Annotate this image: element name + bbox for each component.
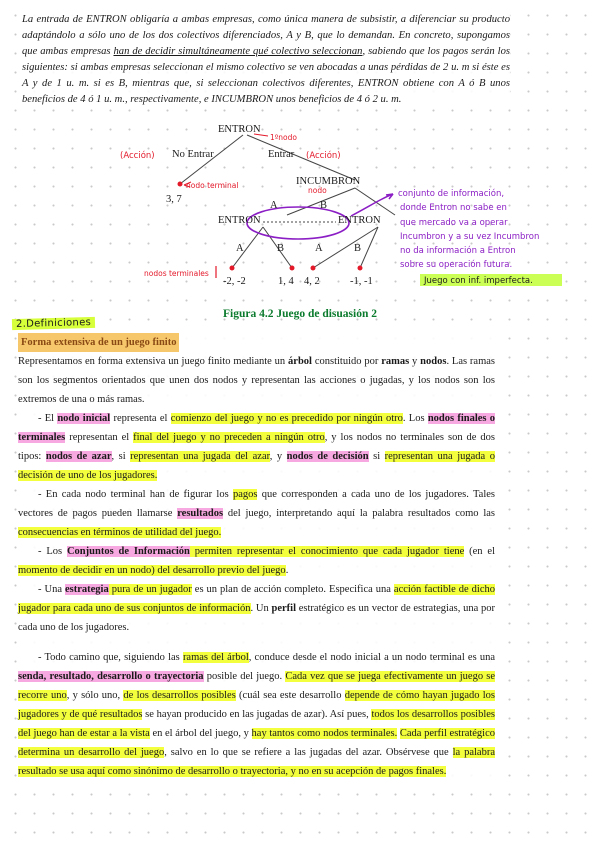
handwritten-info-line-3: que mercado va a operar xyxy=(400,218,508,228)
paragraph-nodes: - El nodo inicial representa el comienzo del juego y no es precedido por ningún otro. Los nodos finales o terminales representan el final del juego y no preceden a ningún otro, y los nodos no terminales son de dos tipos: nodos de azar, si representan una jugada del azar, y nodos de decisión si representan una jugada o decisión de uno de los jugadores. xyxy=(18,413,496,481)
section-heading: Forma extensiva de un juego finito xyxy=(18,333,179,352)
paragraph-strategy: - Una estrategia pura de un jugador es un plan de acción completo. Especifica una acción factible de dicho jugador para cada uno de sus conjuntos de información. Un perfil estratégico es un vector de estrategias, una por cada uno de los jugadores. xyxy=(18,584,495,633)
payoff-ab: 1, 4 xyxy=(278,276,294,287)
branch-a-left-label: A xyxy=(236,243,244,254)
intro-text-end: , sabiendo que los pagos serán los siguientes: si ambas empresas seleccionan el mismo colectivo se ven abocadas a unas pérdidas de 2 u. m si éste es A y de 1 u. m. si es B, mientras que, si seleccionan colectivos diferentes, ENTRON obtiene con A ó B unos beneficios de 4 ó 1 u. m., respectivamente, e INCUMBRON unos beneficios de 4 ó 2 u. m. xyxy=(22,46,510,106)
payoff-aa: -2, -2 xyxy=(223,276,246,287)
information-set-ellipse xyxy=(247,207,349,239)
node-entron-left-label: ENTRON xyxy=(218,215,261,226)
node-root-label: ENTRON xyxy=(218,124,261,135)
handwritten-primer-nodo: 1ºnodo xyxy=(270,133,297,142)
intro-text: La entrada de ENTRON obligaría a ambas empresas, como única manera de subsistir, a diferenciar su producto adaptándolo a sólo uno de los dos colectivos diferenciados, A y B, que lo demandan. En concreto, supongamos que ambas empresas xyxy=(22,14,510,58)
branch-a-right-label: A xyxy=(315,243,323,254)
node-incumbron-label: INCUMBRON xyxy=(296,176,361,187)
paragraph-extensive-form: Representamos en forma extensiva un juego finito mediante un árbol constituido por ramas y nodos. Las ramas son los segmentos orientados que unen dos nodos y representan las acciones o jugadas, y los nodos son los extremos de una o más ramas. xyxy=(18,356,496,405)
handwritten-nodo: nodo xyxy=(308,186,327,195)
section-label: 2.Definiciones xyxy=(12,317,95,330)
payoff-bb: -1, -1 xyxy=(350,276,373,287)
branch-b-right-label: B xyxy=(354,243,362,254)
handwritten-accion-right: (Acción) xyxy=(306,151,341,161)
handwritten-imperfect-info: Juego con inf. imperfecta. xyxy=(424,276,533,286)
branch-b-label: B xyxy=(320,200,328,211)
handwritten-info-line-6: sobre su operación futura. xyxy=(400,260,513,270)
paragraph-payoffs: - En cada nodo terminal han de figurar los pagos que corresponden a cada uno de los jugadores. Tales vectores de pagos pueden llamarse resultados del juego, interpretando aquí la palabra resultados como las consecuencias en términos de utilidad del juego. xyxy=(18,489,495,538)
paragraph-paths: - Todo camino que, siguiendo las ramas del árbol, conduce desde el nodo inicial a un nodo terminal es una senda, resultado, desarrollo o trayectoria posible del juego. Cada vez que se juega efectivamente un juego se recorre uno, y sólo uno, de los desarrollos posibles (cuál sea este desarrollo depende de cómo hayan jugado los jugadores y de qué resultados se hayan producido en las jugadas de azar). Así pues, todos los desarrollos posibles del juego han de estar a la vista en el árbol del juego, y hay tantos como nodos terminales. Cada perfil estratégico determina un desarrollo del juego, salvo en lo que se refiere a las jugadas del azar. Obsérvese que la palabra resultado se usa aquí como sinónimo de desarrollo o trayectoria, y no en su acepción de pagos finales. xyxy=(18,652,496,777)
handwritten-nodos-terminales: nodos terminales xyxy=(144,269,209,278)
handwritten-info-line-1: conjunto de información, xyxy=(398,189,505,199)
paragraph-information-sets: - Los Conjuntos de Información permiten representar el conocimiento que cada jugador tiene (en el momento de decidir en un nodo) del desarrollo previo del juego. xyxy=(18,546,495,576)
figure-caption: Figura 4.2 Juego de disuasión 2 xyxy=(223,308,377,320)
node-entron-right-label: ENTRON xyxy=(338,215,381,226)
handwritten-info-line-4: Incumbron y a su vez Incumbron xyxy=(400,232,540,242)
payoff-ba: 4, 2 xyxy=(304,276,320,287)
branch-a-label: A xyxy=(270,200,278,211)
definitions-body xyxy=(18,333,495,781)
handwritten-nodo-terminal: nodo terminal xyxy=(186,181,239,190)
handwritten-info-line-5: no da información a Entron xyxy=(400,246,516,256)
intro-paragraph xyxy=(22,12,510,109)
branch-entrar-label: Entrar xyxy=(268,149,295,160)
game-tree-diagram xyxy=(110,118,590,300)
branch-b-left-label: B xyxy=(277,243,285,254)
payoff-no-entrar: 3, 7 xyxy=(166,194,182,205)
handwritten-info-line-2: donde Entron no sabe en xyxy=(400,203,507,213)
handwritten-accion-left: (Acción) xyxy=(120,151,155,161)
branch-no-entrar-label: No Entrar xyxy=(172,149,214,160)
intro-underlined-text: han de decidir simultáneamente qué colectivo seleccionan xyxy=(113,46,363,58)
